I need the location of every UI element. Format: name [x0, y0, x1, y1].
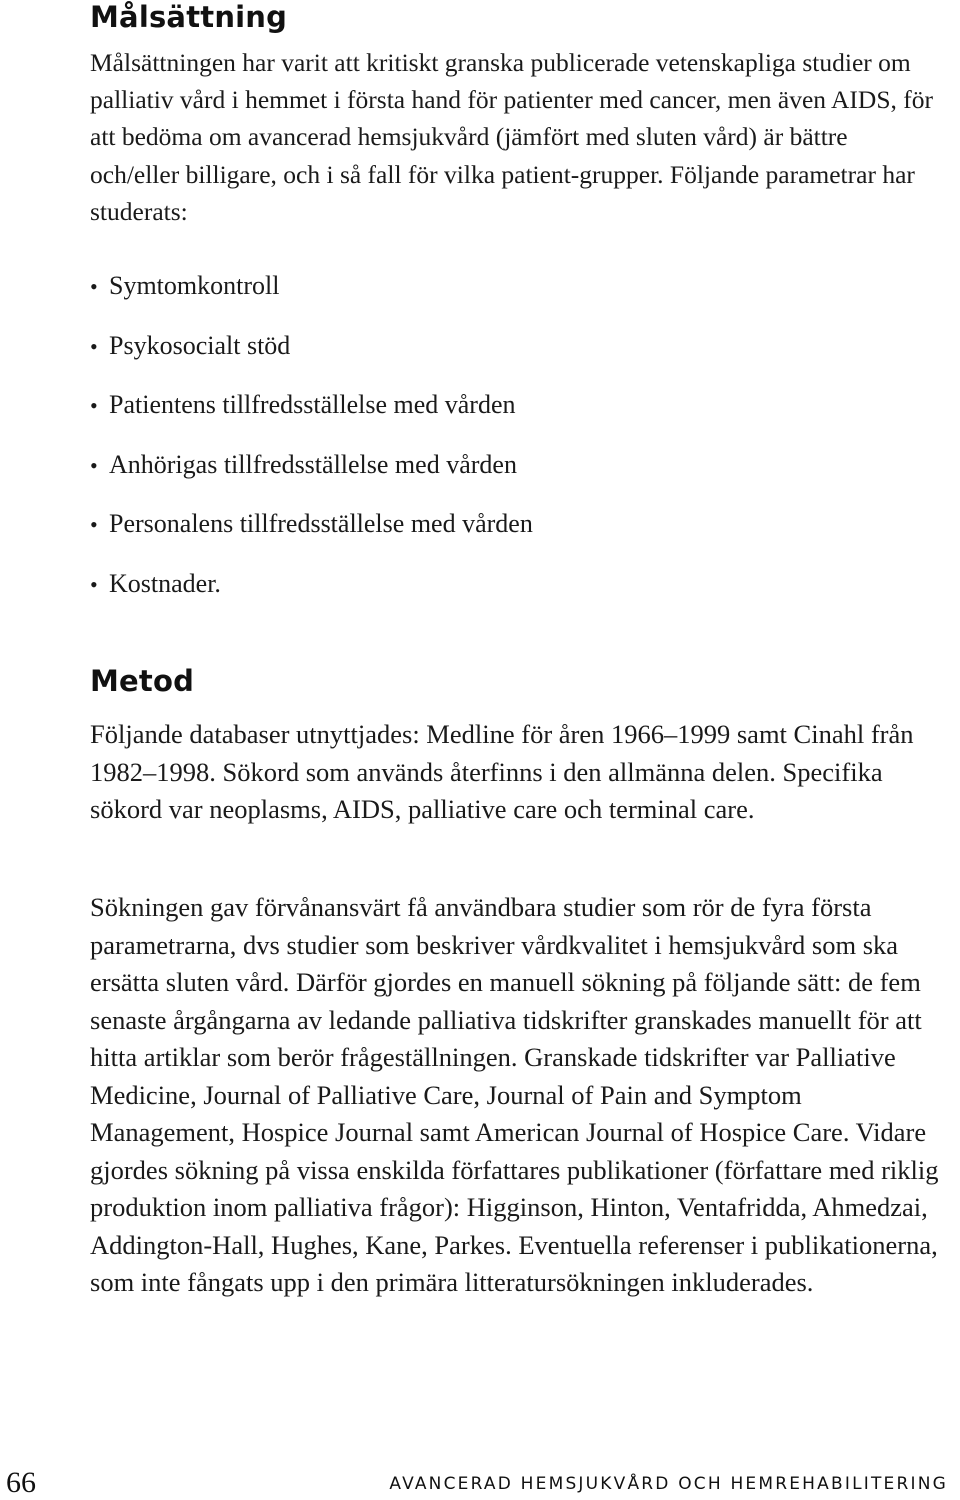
- list-item: [90, 564, 533, 624]
- bullet-icon: •: [90, 393, 98, 419]
- list-item: [90, 385, 533, 445]
- bullet-icon: •: [90, 571, 98, 597]
- list-item: [90, 504, 533, 564]
- bullet-icon: •: [90, 333, 98, 359]
- section-heading-metod: Metod: [90, 664, 195, 698]
- page-number: 66: [6, 1466, 36, 1499]
- metod-paragraph-databases: Följande databaser utnyttjades: Medline för åren 1966–1999 samt Cinahl från 1982–1998. Sökord som används återfinns i den allmänna delen. Specifika sökord var neoplasms, AIDS, palliative care och terminal care.: [90, 719, 914, 824]
- metod-paragraph-search: Sökningen gav förvånansvärt få användbara studier som rör de fyra första parametrarna, dvs studier som beskriver vårdkvalitet i hemsjukvård som ska ersätta sluten vård. Därför gjordes en manuell sökning på följande sätt: de fem senaste årgångarna av ledande palliativa tidskrifter granskades manuellt för att hitta artiklar som berör frågeställningen. Granskade tidskrifter var Palliative Medicine, Journal of Palliative Care, Journal of Pain and Symptom Management, Hospice Journal samt American Journal of Hospice Care. Vidare gjordes sökning på vissa enskilda författares publikationer (författare med riklig produktion inom palliativa frågor): Higginson, Hinton, Ventafridda, Ahmedzai, Addington-Hall, Hughes, Kane, Parkes. Eventuella referenser i publikationerna, som inte fångats upp i den primära litteratursökningen inkluderades.: [90, 892, 939, 1297]
- list-item-text: Kostnader.: [109, 568, 221, 598]
- intro-paragraph: Målsättningen har varit att kritiskt granska publicerade vetenskapliga studier om palliativ vård i hemmet i första hand för patienter med cancer, men även AIDS, för att bedöma om avancerad hemsjukvård (jämfört med sluten vård) är bättre och/eller billigare, och i så fall för vilka patient-grupper. Följande parametrar har studerats:: [90, 48, 934, 226]
- list-item: [90, 326, 533, 386]
- bullet-icon: •: [90, 512, 98, 538]
- list-item: [90, 445, 533, 505]
- list-item-text: Symtomkontroll: [109, 271, 280, 300]
- parameter-list: [90, 266, 533, 624]
- bullet-icon: •: [90, 274, 98, 299]
- list-item-text: Personalens tillfredsställelse med vården: [109, 509, 533, 539]
- list-item-text: Psykosocialt stöd: [109, 330, 291, 360]
- running-footer-title: AVANCERAD HEMSJUKVÅRD OCH HEMREHABILITERING: [389, 1474, 948, 1494]
- list-item-text: Anhörigas tillfredsställelse med vården: [109, 449, 517, 479]
- bullet-icon: •: [90, 452, 98, 478]
- list-item: [90, 266, 533, 326]
- list-item-text: Patientens tillfredsställelse med vården: [109, 390, 516, 420]
- section-heading-malsattning: Målsättning: [90, 0, 288, 34]
